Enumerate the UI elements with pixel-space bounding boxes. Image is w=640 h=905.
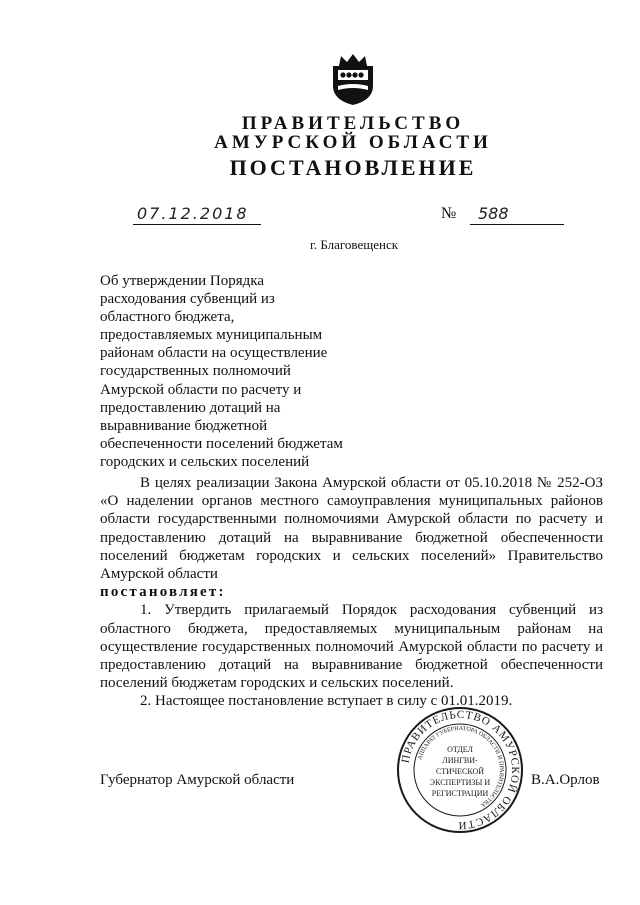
stamp-line: РЕГИСТРАЦИИ: [431, 789, 489, 798]
document-type: ПОСТАНОВЛЕНИЕ: [229, 155, 477, 180]
subject-line: областного бюджета,: [100, 309, 235, 326]
stamp-line: ОТДЕЛ: [447, 745, 473, 754]
item-2-paragraph: 2. Настоящее постановление вступает в силу с 01.01.2019.: [140, 693, 513, 710]
subject-line: расходования субвенций из: [100, 291, 275, 308]
item-1-paragraph: 1. Утвердить прилагаемый Порядок расходования субвенций из областного бюджета, предоставляемых муниципальным районам на осуществление государственных полномочий Амурской области по расчету и предоставлению дотаций на выравнивание бюджетной обеспеченности поселений бюджетам городских и сельских поселений.: [100, 602, 603, 692]
stamp-line: ЭКСПЕРТИЗЫ И: [429, 778, 491, 787]
subject-line: Об утверждении Порядка: [100, 273, 264, 289]
subject-line: городских и сельских поселений: [100, 453, 310, 470]
signer-position: Губернатор Амурской области: [100, 772, 295, 788]
preamble-paragraph: В целях реализации Закона Амурской области от 05.10.2018 № 252-ОЗ «О наделении органов местного самоуправления муниципальных районов области государственными полномочиями Амурской области по расчету и предоставлению дотаций на выравнивание бюджетной обеспеченности поселений бюджетам городских и сельских поселений» Правительство Амурской области: [100, 475, 603, 583]
signer-name: В.А.Орлов: [531, 772, 600, 788]
number-label: №: [441, 205, 457, 222]
stamp-inner-text: АППАРАТ ГУБЕРНАТОРА ОБЛАСТИ И ПРАВИТЕЛЬСТВА: [417, 725, 505, 808]
resolves-word: постановляет:: [100, 584, 226, 601]
stamp-outer-text: ПРАВИТЕЛЬСТВО АМУРСКОЙ ОБЛАСТИ: [399, 708, 522, 832]
registration-stamp: [396, 706, 524, 834]
subject-line: предоставлению дотаций на: [100, 399, 281, 416]
org-name-line1: ПРАВИТЕЛЬСТВО: [241, 113, 465, 134]
subject-line: предоставляемых муниципальным: [100, 327, 323, 344]
coat-of-arms-icon: [329, 52, 377, 106]
subject-line: государственных полномочий: [100, 363, 291, 380]
document-subject: [100, 272, 400, 471]
org-name-line2: АМУРСКОЙ ОБЛАСТИ: [214, 132, 492, 153]
handwritten-number: 588: [470, 204, 564, 225]
city-name: г. Благовещенск: [310, 237, 399, 252]
handwritten-date: 07.12.2018: [133, 204, 261, 225]
subject-line: районам области на осуществление: [100, 345, 328, 362]
document-body: [100, 474, 603, 711]
stamp-line: СТИЧЕСКОЙ: [435, 767, 485, 776]
stamp-line: ЛИНГВИ-: [442, 756, 478, 765]
subject-line: выравнивание бюджетной: [100, 417, 268, 434]
subject-line: обеспеченности поселений бюджетам: [100, 435, 343, 452]
subject-line: Амурской области по расчету и: [100, 381, 302, 398]
